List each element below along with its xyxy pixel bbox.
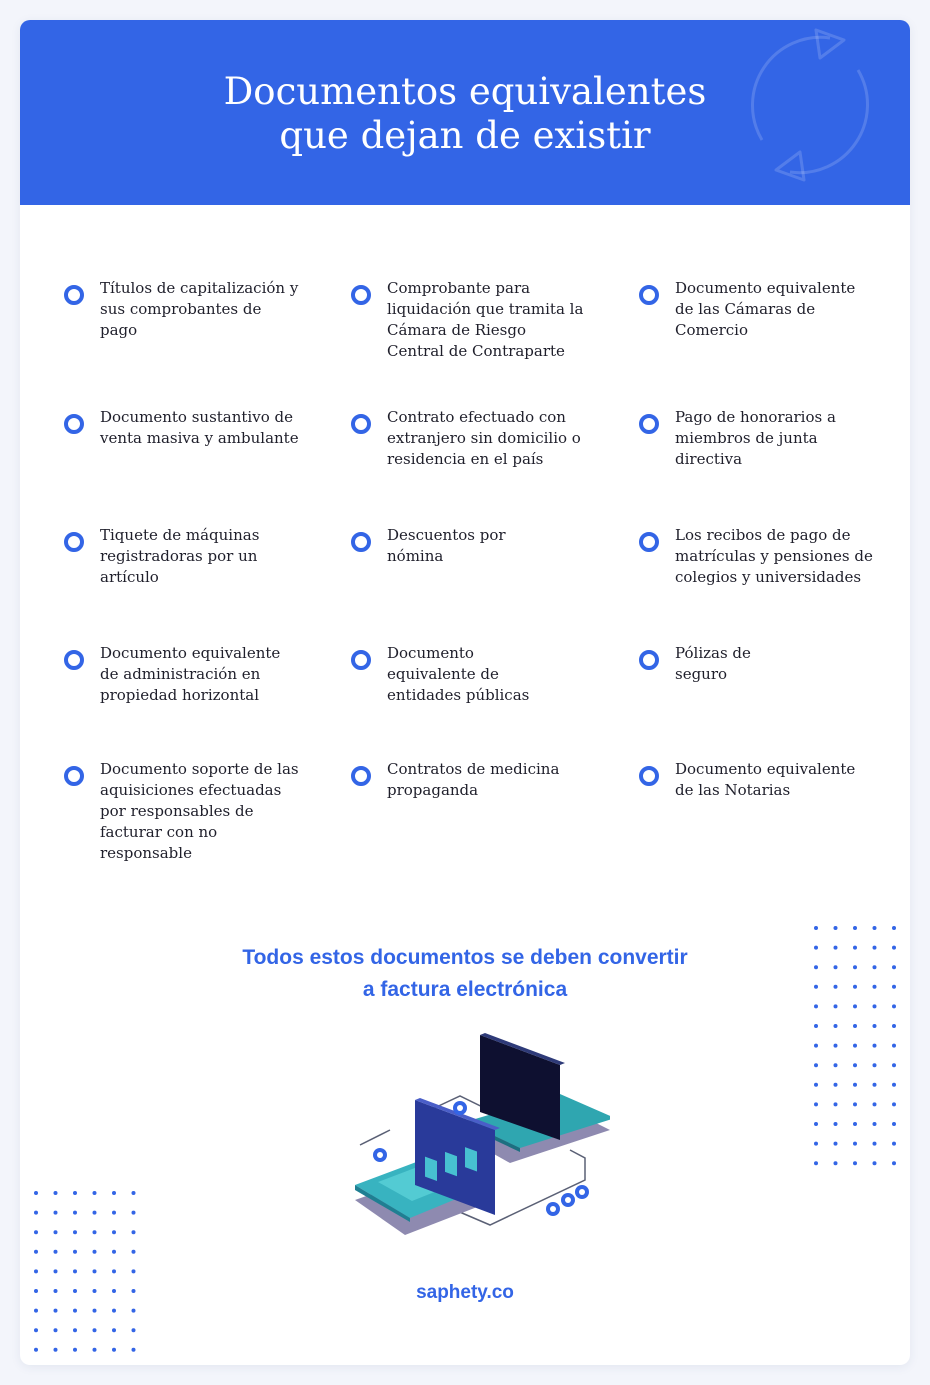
decor-dot: [93, 1269, 97, 1273]
decor-dot: [132, 1230, 136, 1234]
decor-dot: [34, 1269, 38, 1273]
decor-dot: [853, 926, 857, 930]
decor-dot: [873, 1142, 877, 1146]
decor-dot: [112, 1348, 116, 1352]
decor-dot: [853, 1044, 857, 1048]
ring-bullet-icon: [64, 285, 84, 305]
ring-bullet-icon: [351, 766, 371, 786]
ring-bullet-icon: [64, 650, 84, 670]
decor-dot: [112, 1211, 116, 1215]
decor-dot: [814, 1102, 818, 1106]
list-item-text: Títulos de capitalización y sus comprobantes de pago: [100, 279, 299, 339]
list-item-text: Documento equivalente de las Cámaras de Comercio: [675, 279, 856, 339]
list-item: [675, 525, 875, 588]
decor-dot: [54, 1309, 58, 1313]
decor-dot: [873, 1122, 877, 1126]
decor-dot: [892, 1024, 896, 1028]
header-banner: [20, 20, 910, 205]
list-item-text: Documento sustantivo de venta masiva y ambulante: [100, 408, 299, 447]
decor-dot: [132, 1328, 136, 1332]
decor-dot: [93, 1250, 97, 1254]
decor-dot: [814, 1142, 818, 1146]
list-item-text: Comprobante para liquidación que tramita la Cámara de Riesgo Central de Contraparte: [387, 279, 584, 360]
decor-dot: [873, 1102, 877, 1106]
decor-dot: [73, 1309, 77, 1313]
decor-dot: [112, 1191, 116, 1195]
decor-dot: [54, 1250, 58, 1254]
decor-dot: [54, 1211, 58, 1215]
decor-dot: [132, 1191, 136, 1195]
decor-dot: [892, 1044, 896, 1048]
list-item-text: Tiquete de máquinas registradoras por un artículo: [100, 526, 260, 586]
decor-dot: [834, 926, 838, 930]
call-to-action: [20, 942, 910, 1006]
decor-dot: [834, 1063, 838, 1067]
ring-bullet-icon: [351, 285, 371, 305]
dot-pattern-bottom-left: [30, 1185, 140, 1355]
list-item: [387, 407, 587, 470]
decor-dot: [873, 1063, 877, 1067]
decor-dot: [892, 1122, 896, 1126]
decor-dot: [892, 926, 896, 930]
decor-dot: [73, 1328, 77, 1332]
decor-dot: [34, 1250, 38, 1254]
decor-dot: [814, 1024, 818, 1028]
ring-bullet-icon: [639, 414, 659, 434]
ring-bullet-icon: [639, 532, 659, 552]
decor-dot: [112, 1230, 116, 1234]
decor-dot: [853, 1102, 857, 1106]
decor-dot: [814, 1161, 818, 1165]
decor-dot: [54, 1269, 58, 1273]
decor-dot: [34, 1230, 38, 1234]
decor-dot: [814, 1122, 818, 1126]
decor-dot: [73, 1230, 77, 1234]
list-item-text: Los recibos de pago de matrículas y pensiones de colegios y universidades: [675, 526, 873, 586]
decor-dot: [814, 1083, 818, 1087]
decor-dot: [34, 1309, 38, 1313]
list-item: [100, 525, 300, 588]
decor-dot: [34, 1348, 38, 1352]
decor-dot: [54, 1328, 58, 1332]
page-title-line-2: que dejan de existir: [279, 114, 651, 157]
ring-bullet-icon: [64, 766, 84, 786]
ring-bullet-icon: [64, 532, 84, 552]
ring-bullet-icon: [639, 650, 659, 670]
decor-dot: [93, 1328, 97, 1332]
laptops-sync-illustration: [330, 1030, 610, 1240]
ring-bullet-icon: [639, 285, 659, 305]
list-item: [100, 759, 300, 864]
cta-line-1: Todos estos documentos se deben convertir: [242, 946, 688, 969]
decor-dot: [853, 1142, 857, 1146]
page-title: [20, 70, 910, 158]
ring-bullet-icon: [351, 414, 371, 434]
decor-dot: [112, 1309, 116, 1313]
list-item-text: Documento equivalente de administración en propiedad horizontal: [100, 644, 281, 704]
list-item-text: Descuentos por nómina: [387, 526, 506, 565]
list-item-text: Documento equivalente de las Notarias: [675, 760, 856, 799]
list-item: [675, 643, 775, 685]
list-item-text: Pago de honorarios a miembros de junta directiva: [675, 408, 836, 468]
ring-bullet-icon: [351, 650, 371, 670]
decor-dot: [853, 1083, 857, 1087]
decor-dot: [112, 1269, 116, 1273]
list-item: [387, 643, 537, 706]
decor-dot: [93, 1191, 97, 1195]
decor-dot: [814, 1063, 818, 1067]
decor-dot: [73, 1348, 77, 1352]
decor-dot: [73, 1191, 77, 1195]
decor-dot: [93, 1348, 97, 1352]
decor-dot: [54, 1230, 58, 1234]
decor-dot: [73, 1250, 77, 1254]
decor-dot: [892, 1083, 896, 1087]
footer-website[interactable]: saphety.co: [416, 1282, 514, 1303]
decor-dot: [873, 926, 877, 930]
decor-dot: [873, 1083, 877, 1087]
decor-dot: [93, 1309, 97, 1313]
page-title-line-1: Documentos equivalentes: [223, 70, 707, 113]
decor-dot: [73, 1269, 77, 1273]
list-item-text: Contratos de medicina propaganda: [387, 760, 560, 799]
decor-dot: [834, 1083, 838, 1087]
cta-line-2: a factura electrónica: [362, 978, 568, 1001]
list-item: [387, 759, 587, 801]
decor-dot: [892, 1063, 896, 1067]
list-item-text: Documento soporte de las aquisiciones efectuadas por responsables de facturar con no responsable: [100, 760, 299, 862]
decor-dot: [834, 1044, 838, 1048]
list-item: [387, 278, 587, 362]
decor-dot: [132, 1250, 136, 1254]
decor-dot: [93, 1211, 97, 1215]
decor-dot: [132, 1309, 136, 1313]
list-item: [675, 759, 875, 801]
decor-dot: [834, 1024, 838, 1028]
list-item: [100, 278, 300, 341]
decor-dot: [853, 1122, 857, 1126]
decor-dot: [853, 1063, 857, 1067]
decor-dot: [132, 1269, 136, 1273]
decor-dot: [34, 1328, 38, 1332]
decor-dot: [814, 926, 818, 930]
decor-dot: [112, 1328, 116, 1332]
list-item: [100, 643, 300, 706]
decor-dot: [834, 1122, 838, 1126]
decor-dot: [853, 1161, 857, 1165]
decor-dot: [132, 1211, 136, 1215]
decor-dot: [834, 1142, 838, 1146]
decor-dot: [54, 1191, 58, 1195]
decor-dot: [834, 1102, 838, 1106]
decor-dot: [73, 1211, 77, 1215]
decor-dot: [834, 1161, 838, 1165]
decor-dot: [112, 1250, 116, 1254]
list-item-text: Contrato efectuado con extranjero sin domicilio o residencia en el país: [387, 408, 581, 468]
decor-dot: [892, 1161, 896, 1165]
decor-dot: [34, 1211, 38, 1215]
decor-dot: [873, 1044, 877, 1048]
ring-bullet-icon: [639, 766, 659, 786]
list-item-text: Pólizas de seguro: [675, 644, 751, 683]
list-item: [387, 525, 527, 567]
decor-dot: [892, 1142, 896, 1146]
list-item: [675, 407, 875, 470]
list-item: [675, 278, 875, 341]
decor-dot: [873, 1024, 877, 1028]
decor-dot: [814, 1044, 818, 1048]
decor-dot: [54, 1348, 58, 1352]
list-item: [100, 407, 300, 449]
decor-dot: [892, 1102, 896, 1106]
infographic-card: [20, 20, 910, 1365]
decor-dot: [34, 1191, 38, 1195]
ring-bullet-icon: [64, 414, 84, 434]
decor-dot: [873, 1161, 877, 1165]
list-item-text: Documento equivalente de entidades públicas: [387, 644, 530, 704]
decor-dot: [132, 1348, 136, 1352]
ring-bullet-icon: [351, 532, 371, 552]
decor-dot: [93, 1230, 97, 1234]
decor-dot: [853, 1024, 857, 1028]
